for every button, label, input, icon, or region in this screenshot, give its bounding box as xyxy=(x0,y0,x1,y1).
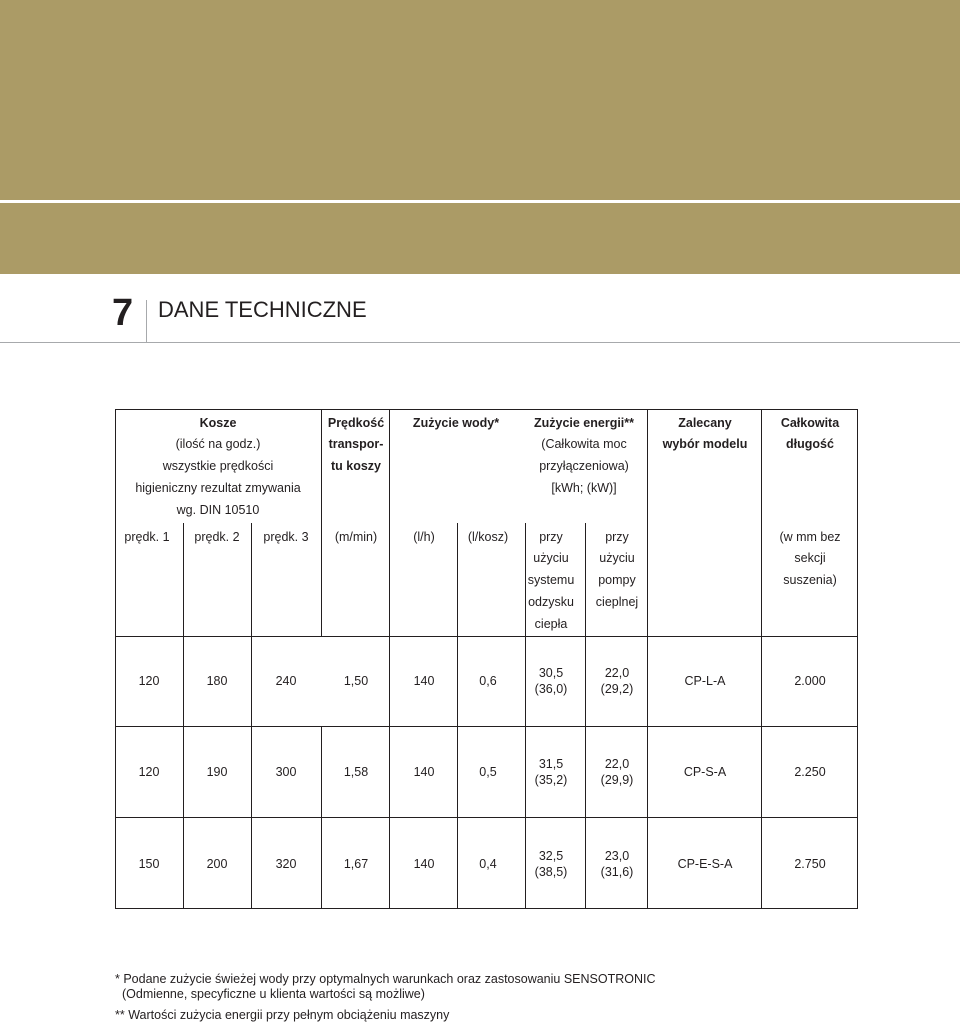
col-line-lh xyxy=(525,523,526,909)
subheader-pompa-line: użyciu xyxy=(599,551,635,565)
header-model-line: wybór modelu xyxy=(662,437,748,451)
col-line-lkosz xyxy=(585,523,586,909)
cell-length: 2.750 xyxy=(794,857,826,871)
subheader-predk1: prędk. 1 xyxy=(124,530,170,544)
subheader-pompa-line: cieplnej xyxy=(595,595,639,609)
cell-p3: 300 xyxy=(275,765,297,779)
subheader-mm-line: (w mm bez xyxy=(779,530,841,544)
subheader-pompa-line: przy xyxy=(605,530,629,544)
cell-model: CP-E-S-A xyxy=(677,857,733,871)
col-line-speed xyxy=(389,409,390,909)
cell-energy-recovery: 32,5 xyxy=(538,849,564,863)
footnote-water-note: (Odmienne, specyficzne u klienta wartości są możliwe) xyxy=(122,987,425,1001)
cell-energy-recovery-kw: (38,5) xyxy=(534,865,568,879)
col-line-water xyxy=(457,523,458,909)
cell-length: 2.000 xyxy=(794,674,826,688)
header-woda: Zużycie wody* xyxy=(412,416,500,430)
cell-energy-pump-kw: (29,9) xyxy=(600,773,634,787)
subheader-lh: (l/h) xyxy=(413,530,435,544)
cell-p1: 120 xyxy=(138,674,160,688)
cell-lh: 140 xyxy=(413,857,435,871)
section-number: 7 xyxy=(112,292,134,334)
header-energia: Zużycie energii** xyxy=(533,416,635,430)
col-line-model xyxy=(761,409,762,909)
cell-p3: 240 xyxy=(275,674,297,688)
row-line-1 xyxy=(115,726,858,727)
subheader-lkosz: (l/kosz) xyxy=(467,530,509,544)
header-energia-line: [kWh; (kW)] xyxy=(551,481,617,495)
cell-p1: 120 xyxy=(138,765,160,779)
subheader-odzysk-line: odzysku xyxy=(528,595,574,609)
cell-model: CP-L-A xyxy=(684,674,726,688)
header-kosze-line: wszystkie prędkości xyxy=(162,459,274,473)
row-line-header xyxy=(115,636,858,637)
cell-lkosz: 0,4 xyxy=(479,857,497,871)
cell-energy-pump: 22,0 xyxy=(604,757,630,771)
header-energia-line: (Całkowita moc xyxy=(541,437,627,451)
cell-speed: 1,67 xyxy=(343,857,369,871)
cell-p2: 200 xyxy=(206,857,228,871)
header-model: Zalecany xyxy=(678,416,732,430)
header-kosze-line: (ilość na godz.) xyxy=(175,437,261,451)
header-kosze-line: wg. DIN 10510 xyxy=(176,503,260,517)
cell-p2: 180 xyxy=(206,674,228,688)
col-line-kosze xyxy=(321,409,322,637)
cell-energy-pump-kw: (29,2) xyxy=(600,682,634,696)
cell-energy-pump-kw: (31,6) xyxy=(600,865,634,879)
subheader-odzysk-line: przy xyxy=(539,530,563,544)
subheader-predk3: prędk. 3 xyxy=(263,530,309,544)
cell-length: 2.250 xyxy=(794,765,826,779)
cell-energy-pump: 23,0 xyxy=(604,849,630,863)
subheader-mm-line: suszenia) xyxy=(783,573,837,587)
cell-model: CP-S-A xyxy=(683,765,727,779)
cell-lkosz: 0,5 xyxy=(479,765,497,779)
section-title: DANE TECHNICZNE xyxy=(158,297,367,322)
header-dlugosc-line: długość xyxy=(786,437,834,451)
cell-speed: 1,50 xyxy=(343,674,369,688)
cell-lh: 140 xyxy=(413,674,435,688)
cell-lkosz: 0,6 xyxy=(479,674,497,688)
footnote-energy: ** Wartości zużycia energii przy pełnym obciążeniu maszyny xyxy=(115,1008,450,1022)
header-band-top xyxy=(0,0,960,200)
header-energia-line: przyłączeniowa) xyxy=(539,459,629,473)
cell-p3: 320 xyxy=(275,857,297,871)
cell-speed: 1,58 xyxy=(343,765,369,779)
header-predkosc-line: tu koszy xyxy=(330,459,382,473)
cell-energy-recovery-kw: (36,0) xyxy=(534,682,568,696)
subheader-pompa-line: pompy xyxy=(598,573,636,587)
cell-lh: 140 xyxy=(413,765,435,779)
cell-energy-recovery-kw: (35,2) xyxy=(534,773,568,787)
row-line-2 xyxy=(115,817,858,818)
cell-energy-recovery: 31,5 xyxy=(538,757,564,771)
subheader-mmin: (m/min) xyxy=(334,530,378,544)
col-line-p1 xyxy=(183,523,184,909)
subheader-odzysk-line: ciepła xyxy=(534,617,568,631)
col-line-energy xyxy=(647,409,648,909)
section-title-separator xyxy=(146,300,147,342)
section-divider-line xyxy=(0,342,960,343)
cell-p1: 150 xyxy=(138,857,160,871)
header-band-bottom xyxy=(0,203,960,274)
col-line-p2 xyxy=(251,523,252,909)
subheader-odzysk-line: użyciu xyxy=(533,551,569,565)
subheader-odzysk-line: systemu xyxy=(527,573,575,587)
header-predkosc-line: transpor- xyxy=(328,437,384,451)
cell-energy-recovery: 30,5 xyxy=(538,666,564,680)
subheader-predk2: prędk. 2 xyxy=(194,530,240,544)
header-dlugosc: Całkowita xyxy=(780,416,840,430)
header-predkosc: Prędkość xyxy=(327,416,385,430)
header-kosze: Kosze xyxy=(199,416,237,430)
footnote-water: * Podane zużycie świeżej wody przy optymalnych warunkach oraz zastosowaniu SENSOTRONIC xyxy=(115,972,656,986)
header-kosze-line: higieniczny rezultat zmywania xyxy=(135,481,301,495)
cell-energy-pump: 22,0 xyxy=(604,666,630,680)
subheader-mm-line: sekcji xyxy=(794,551,826,565)
cell-p2: 190 xyxy=(206,765,228,779)
spec-table xyxy=(115,409,858,909)
